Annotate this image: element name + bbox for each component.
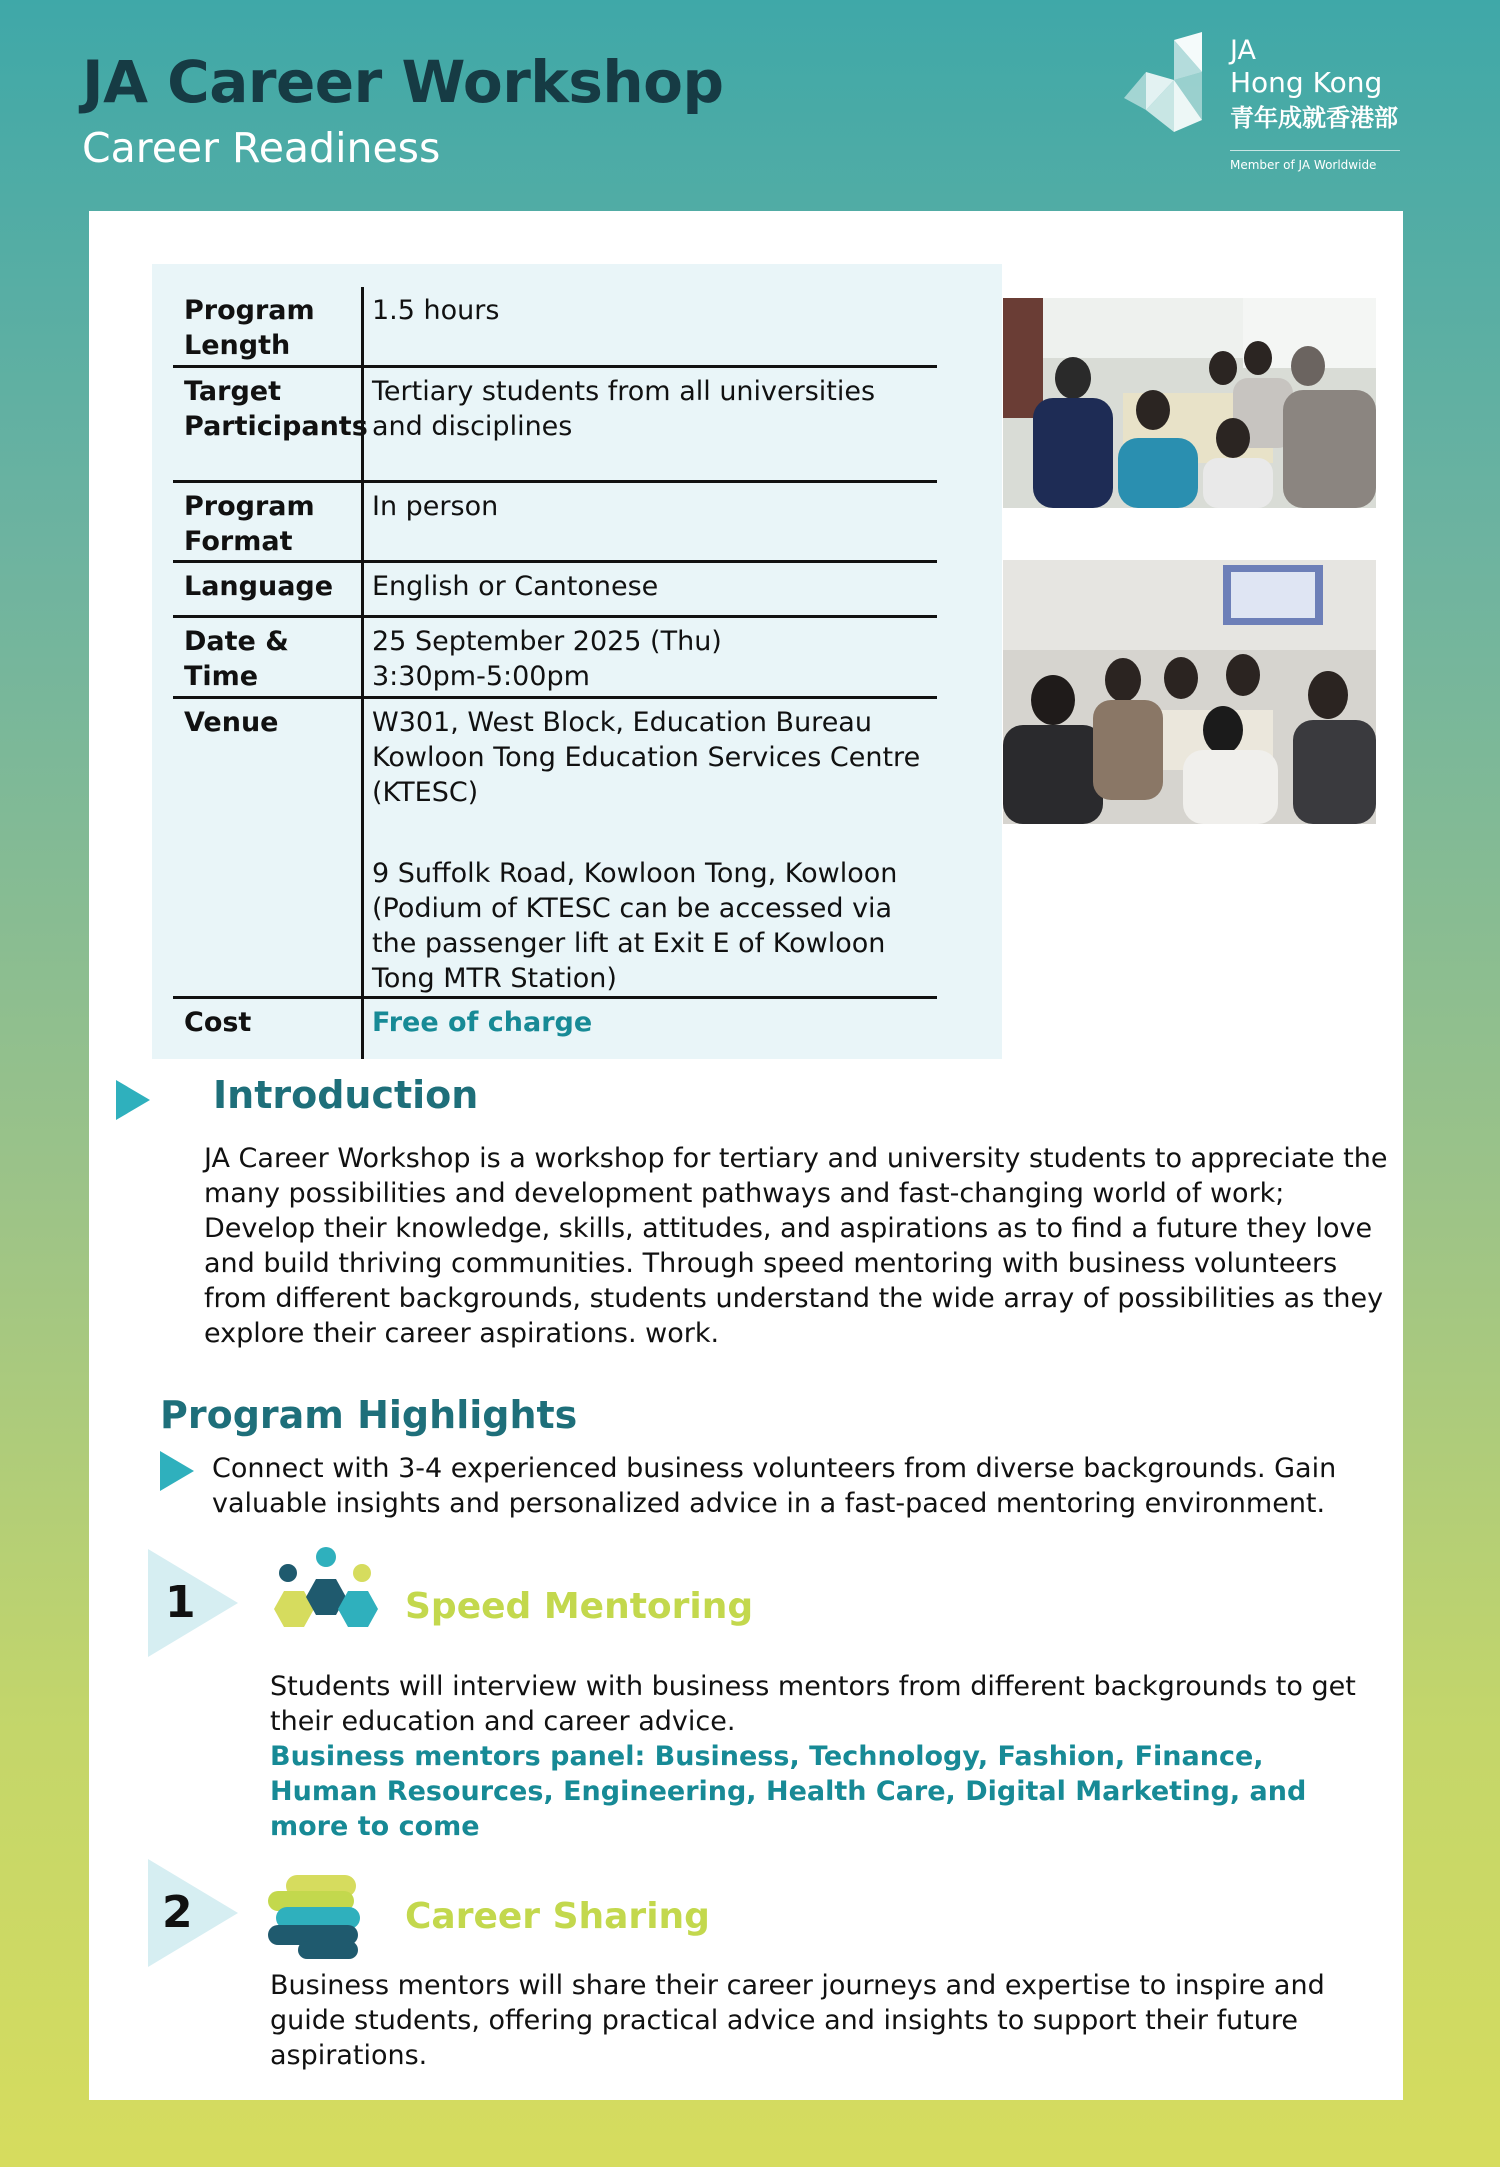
highlights-heading: Program Highlights [160, 1393, 578, 1437]
workshop-photo-2 [1003, 560, 1376, 824]
step-2-number: 2 [162, 1887, 193, 1938]
info-value: W301, West Block, Education Bureau Kowloon Tong Education Services Centre (KTESC) 9 Suffolk Road, Kowloon Tong, Kowloon (Podium of KTESC can be accessed via the passenger lift at Exit E of Kowloon Tong MTR Station) [372, 707, 921, 994]
logo-chinese-text: 青年成就香港部 [1230, 104, 1398, 132]
info-row-program-format [173, 483, 937, 563]
logo-hong-kong-text: Hong Kong [1230, 66, 1383, 99]
info-value: In person [372, 491, 499, 522]
logo-ja-text: JA [1230, 35, 1256, 66]
step-1-number: 1 [165, 1577, 196, 1628]
info-value-cost: Free of charge [372, 1007, 593, 1038]
info-row-program-length [173, 287, 937, 368]
info-value: 1.5 hours [372, 295, 500, 326]
info-row-cost [173, 999, 937, 1054]
info-label: Date & Time [184, 626, 289, 692]
logo-member-text: Member of JA Worldwide [1230, 158, 1377, 172]
highlights-arrow-icon [160, 1451, 194, 1491]
info-row-date-time [173, 618, 937, 699]
step-2-text: Business mentors will share their career journeys and expertise to inspire and guide students, offering practical advice and insights to support their future aspirations. [270, 1970, 1325, 2071]
info-label: Program Length [184, 295, 315, 361]
info-label: Venue [184, 707, 279, 738]
info-value: Tertiary students from all universities and disciplines [372, 376, 876, 442]
highlights-summary: Connect with 3-4 experienced business volunteers from diverse backgrounds. Gain valuable insights and personalized advice in a fast-paced mentoring environment. [212, 1453, 1337, 1519]
ja-logo-mark-icon [1124, 32, 1224, 142]
mentors-panel-text: Business mentors panel: Business, Technology, Fashion, Finance, Human Resources, Engineering, Health Care, Digital Marketing, and more to come [270, 1741, 1307, 1842]
page-title: JA Career Workshop [82, 48, 724, 116]
stacked-bars-icon [268, 1875, 368, 1959]
intro-arrow-icon [116, 1080, 150, 1120]
info-label: Program Format [184, 491, 315, 557]
introduction-text: JA Career Workshop is a workshop for tertiary and university students to appreciate the many possibilities and development pathways and fast-changing world of work; Develop their knowledge, skills, attitudes, and aspirations as to find a future they love and build thriving communities. Through speed mentoring with business volunteers from different backgrounds, students understand the wide array of possibilities as they explore their career aspirations. work. [204, 1143, 1388, 1349]
program-info-panel [152, 264, 1002, 1059]
program-info-table [173, 287, 937, 1054]
logo-divider [1230, 150, 1400, 151]
workshop-photo-1 [1003, 298, 1376, 508]
info-row-target-participants [173, 368, 937, 483]
info-value: 25 September 2025 (Thu) 3:30pm-5:00pm [372, 626, 722, 692]
info-value: English or Cantonese [372, 571, 659, 602]
info-label: Language [184, 571, 334, 602]
info-row-venue [173, 699, 937, 999]
step-2-title: Career Sharing [405, 1896, 710, 1937]
ja-hong-kong-logo [1124, 32, 1414, 182]
introduction-heading: Introduction [213, 1073, 479, 1117]
people-hexagon-icon [266, 1547, 386, 1643]
step-1-title: Speed Mentoring [405, 1586, 754, 1627]
step-1-text: Students will interview with business mentors from different backgrounds to get their education and career advice. Business mentors panel: Business, Technology, Fashion, Finance, Human Resources, Engineering, Health Care, Digital Marketing, and more to come [270, 1669, 1370, 1844]
workshop-photo-image [1003, 560, 1376, 824]
content-card [89, 211, 1403, 2100]
info-label: Cost [184, 1007, 252, 1038]
page-subtitle: Career Readiness [82, 124, 441, 172]
info-row-language [173, 563, 937, 618]
info-label: Target Participants [184, 376, 368, 442]
workshop-photo-image [1003, 298, 1376, 508]
